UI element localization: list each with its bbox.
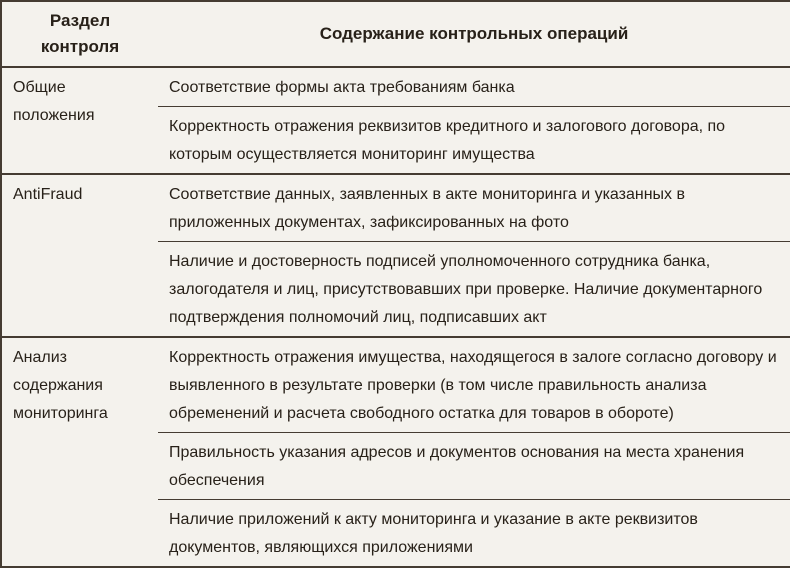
operation-cell: Корректность отражения имущества, находящегося в залоге согласно договору и выявленного в результате проверки (в том числе правильность анализа обременений и расчета свободного остатка для товаров в обороте) (158, 337, 790, 433)
table-row (1, 67, 790, 107)
table-row (1, 174, 790, 242)
section-cell-antifraud: AntiFraud (1, 174, 158, 337)
operation-cell: Соответствие данных, заявленных в акте мониторинга и указанных в приложенных документах, зафиксированных на фото (158, 174, 790, 242)
operation-cell: Корректность отражения реквизитов кредитного и залогового договора, по которым осуществляется мониторинг имущества (158, 107, 790, 175)
column-header-section-label: Раздел контроля (40, 11, 120, 56)
column-header-section (1, 1, 158, 67)
column-header-operations: Содержание контрольных операций (319, 24, 629, 43)
section-cell-analysis: Анализ содержания мониторинга (1, 337, 158, 567)
operation-cell: Соответствие формы акта требованиям банка (158, 67, 790, 107)
section-cell-general: Общие положения (1, 67, 158, 174)
table-row (1, 337, 790, 433)
operation-cell: Наличие и достоверность подписей уполномоченного сотрудника банка, залогодателя и лиц, присутствовавших при проверке. Наличие документарного подтверждения полномочий лиц, подписавших акт (158, 242, 790, 338)
operation-cell: Правильность указания адресов и документов основания на места хранения обеспечения (158, 433, 790, 500)
header-row (1, 1, 790, 67)
operation-cell: Наличие приложений к акту мониторинга и указание в акте реквизитов документов, являющихся приложениями (158, 500, 790, 568)
